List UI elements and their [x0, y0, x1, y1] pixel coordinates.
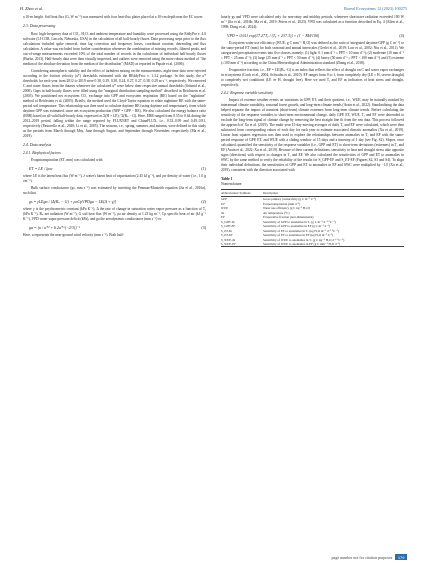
table-title: Table 1	[221, 177, 233, 181]
table-cell-description: Air temperature (°C)	[263, 210, 290, 215]
table-row	[221, 242, 404, 247]
equation-number: (2)	[201, 199, 206, 204]
paragraph: Evapotranspiration (ET, mm) was calculated with	[31, 158, 103, 162]
paragraph: Bulk surface conductance (gs, mm s⁻¹) was estimated by inverting the Penman-Monteith equation (Jia et al., 2016a), such that	[23, 186, 206, 195]
equation-body: ga = (u / u*² + 6.2u*^(−2/3))⁻¹	[29, 225, 80, 230]
journal-link[interactable]: Boreal Ecosystems 12 (2023) 100275	[343, 6, 407, 11]
table-cell-description: Sensitivity of WUE to anomalies in Tₐ (g C kg⁻¹ H₂O d⁻¹ °C⁻¹)	[263, 237, 345, 242]
table-cell-description: Evapotranspiration (mm d⁻¹)	[263, 201, 301, 206]
table-cell-symbol: S_WUE-EF	[221, 242, 263, 247]
footer-note: page number not for citation purposes	[331, 554, 393, 560]
section-heading: 2.3. Data processing	[23, 24, 56, 28]
table-cell-description: Sensitivity of WUE to anomalies in EF (g C mm⁻¹ H₂O d⁻¹)	[263, 242, 404, 247]
equation-number: (1)	[201, 166, 206, 171]
equation-number: (3)	[201, 225, 206, 230]
paragraph: hourly gs and VPD were calculated only for non-rainy and midday periods, whenever shortwave radiation exceeded 100 W m⁻² (Jia et al., 2016b; Ma et al., 2019; Peters et al., 2023). VPD was calculated as a function described in Eq. 4 (Allen et al., 1998; Dong et al., 2024):	[221, 15, 404, 29]
paragraph: Impact of extreme weather events on variations in GPP, ET, and their quotient, i.e., WUE, may be naturally masked by interannual climate variability, seasonal forest growth, and long-term climate trends (Arain et al., 2022). Standardizing the data helped separate the impact of transient (short-term) climate extremes from long-term climate trends. Before calculating the sensitivity of the response variables to short-term environmental change, daily GPP, ET, WUE, Tₐ and EF were detrended to exclude the long-term signal of climate change by removing the best straight line fit from the raw data. This process followed the approach of Xu et al. (2019). The multi-year 15-day moving averages of daily Tₐ and EF were calculated, which were then subtracted from corresponding values of each day for each year to estimate associated climatic anomalies (Xu et al., 2019). Linear least squares regression was then used to explore the relationships between anomalies in Tₐ and EF with the same-period response of GPP, ET, and WUE with a sliding window of 15 days and a timestep of 1 day (see Fig. S2). Slopes, once calculated, quantified the sensitivity of the response variables (i.e., GPP and ET) to short-term deviations (extremes) in Tₐ and EF (Arain et al., 2022; Xu et al., 2019). Because of their current definitions, sensitivity to heat and drought stress take opposite signs (directions) with respect to changes in Tₐ and EF. We also calculated the sensitivities of GPP and ET to anomalies in SWC by the same method to verify the reliability of the results for S_GPP-EF and S_ET-EF (Figures S2, S3 and S4). To align their individual definitions, the sensitivities of GPP and ET to anomalies in EF and SWC were multiplied by −1.0 (Xu et al., 2019), consistent with the direction associated with	[221, 98, 404, 172]
paragraph: Considering atmospheric stability and the effect of turbulent mixing on the measurements, night-time data were rejected according to the friction velocity (u*) thresholds estimated with the REddyProc v. 1.3.2 package. In this study, the u* thresholds for each year from 2012 to 2019 were 0.38, 0.29, 0.30, 0.24, 0.27, 0.27, 0.38, 0.29 m s⁻¹, respectively. We removed C and water fluxes from the dataset whenever the calculated u* were below their respective annual thresholds (Schmid et al., 2000). Gaps in half-hourly fluxes were filled using the "marginal distribution sampling method" described in Reichstein et al. (2005). We partitioned net ecosystem CO₂ exchange into GPP and ecosystem respiration (RE) based on the "nighttime" method of Reichstein et al. (2005). Briefly, the method used the Lloyd-Taylor equation to relate nighttime RE with the same-period soil temperature. This relationship was then used to calculate daytime RE (using daytime soil temperature), from which daytime GPP was estimated, since net ecosystem production (NEP = GPP − RE). We also calculated the energy balance ratio (EBR) based on all valid half-hourly data, expressed as Σ(H + LE) / Σ(Rₙ − G). Here, EBR ranged from 0.55 to 0.64 during the 2012–2019 period, falling within the range reported by FLUXNET and ChinaFLUX, i.e., 0.53–0.99 and 0.49–0.81, respectively (Pastorello et al., 2020; Li et al., 2005). The seasons, i.e., spring, summer, and autumn, were defined in this study as the periods from March through May, June through August, and September through November, respectively (Ma et al., 2019).	[23, 69, 206, 138]
equation-4	[221, 33, 404, 38]
equation-2	[23, 199, 206, 204]
table-cell-symbol: S_GPP-Ta	[221, 219, 235, 224]
table-cell-symbol: WUE	[221, 206, 228, 211]
table-cell-description: Gross primary productivity (g C m⁻² d⁻¹)	[263, 197, 317, 202]
equation-body: ET = LE / λρw	[29, 166, 53, 171]
table-header-row	[221, 190, 404, 197]
table-cell-description: Sensitivity of ET to anomalies in EF (kg H₂O m⁻² d⁻¹)	[263, 233, 334, 238]
table-cell-description: Sensitivity of GPP to anomalies in EF (g C m⁻² d⁻¹)	[263, 224, 330, 229]
table-cell-symbol: Ta	[221, 210, 225, 215]
journal-citation[interactable]	[344, 6, 407, 11]
table-subtitle: Nomenclature.	[221, 182, 243, 186]
paragraph: where LE is the latent heat flux (W m⁻²), λ water's latent heat of vaporization (2.45 kJ g⁻¹), and ρw density of water (i.e., 1.0 g cm⁻³).	[23, 174, 206, 183]
table-cell-symbol: EF	[221, 215, 225, 220]
equation-1	[23, 166, 206, 171]
nomenclature-table-block	[221, 177, 404, 247]
table-cell-symbol: ET	[221, 201, 225, 206]
running-authors: H. Zhao et al.	[20, 6, 44, 11]
table-cell-description: Evaporative fraction (non-dimensional)	[263, 215, 314, 220]
paragraph: Ecosystem water use efficiency (WUE, g C mm⁻¹ H₂O) was defined as the ratio of integrated daytime GPP (g C m⁻²) to the same-period ET (mm) for both seasonal and annual timescales (Gerlei et al., 2019; Law et al., 2002; Niu et al., 2011). We categorized precipitation events into five classes, namely: (1) light: 0.1 mm d⁻¹ ≤ PPT < 10 mm d⁻¹); (2) moderate (10 mm d⁻¹ ≤ PPT < 25 mm d⁻¹); (3) large (25 mm d⁻¹ ≤ PPT < 50 mm d⁻¹); (4) heavy (50 mm d⁻¹ ≤ PPT < 100 mm d⁻¹) and (5) extreme (≥100 mm d⁻¹) according to the China Meteorological Administration standard (Zhang et al., 2018).	[221, 41, 404, 65]
nomenclature-table	[221, 189, 404, 247]
paragraph: where γ is the psychrometric constant (kPa K⁻¹), Δ the rate of change in saturation water vapor pressure as a function of Tₐ (kPa K⁻¹), Rₙ net radiation (W m⁻²), G soil heat flux (W m⁻²), ρa air density at 1.23 kg m⁻³, Cp specific heat of air (kJ g⁻¹ K⁻¹), VPD water vapor pressure deficit (kPa), and ga the aerodynamic conductance (mm s⁻¹) or	[23, 207, 206, 221]
page-footer	[332, 554, 407, 560]
table-cell-description: Water use efficiency (g C kg⁻¹ H₂O)	[263, 206, 310, 211]
table-header-cell: Description	[263, 190, 404, 197]
table-cell-symbol: S_ET-Ta	[221, 228, 232, 233]
table-cell-symbol: S_WUE-Ta	[221, 237, 236, 242]
paragraph: Evaporative fraction, i.e., EF = LE/(Rₙ−G) is an index that reflects the effect of drought on C and water vapor exchanges in ecosystems (Cook et al., 2004; Schwalm et al., 2010). EF ranges from 0 to 1, from completely dry (LE ≈ H, severe drought) to completely wet conditions (LE ≫ H, drought free). Here we used Tₐ and EF as indicators of heat stress and drought, respectively.	[221, 68, 404, 87]
equation-3	[23, 225, 206, 230]
table-cell-description: Sensitivity of ET to anomalies in Tₐ (kg H₂O m⁻² d⁻¹ °C⁻¹)	[263, 228, 339, 233]
table-body	[221, 197, 404, 247]
paragraph: a 10-m height. Soil heat flux (G, W m⁻²) was measured with four heat-flux plates placed at a 10-cm depth near the EC tower.	[23, 15, 204, 19]
equation-body: VPD = 0.611 exp(17.27Tₐ / (Tₐ + 237.3)) × (1 − RH/100)	[227, 33, 320, 38]
equation-body: gs = γLEga / [Δ(Rₙ − G) + ρaCpVPDga − LE(Δ + γ)]	[29, 199, 117, 204]
subsection-heading: 2.4.2. Response variable sensitivity	[221, 91, 274, 95]
table-cell-description: Sensitivity of GPP to anomalies in Tₐ (g C m⁻² d⁻¹ °C⁻¹)	[263, 219, 336, 224]
section-heading: 2.4. Data analysis	[23, 143, 52, 147]
page-number: 179	[395, 554, 407, 560]
subsection-heading: 2.4.1. Biophysical factors	[23, 151, 61, 155]
left-column	[23, 15, 206, 240]
paragraph: Here, u represents the near-ground wind velocity (mm s⁻¹). Both half-	[23, 233, 124, 237]
page-header	[20, 6, 407, 14]
right-column	[221, 15, 404, 247]
table-cell-symbol: GPP	[221, 197, 228, 202]
table-cell-symbol: S_GPP-EF	[221, 224, 236, 229]
paragraph: Raw, high-frequency data of CO₂, H₂O, and ambient temperature and humidity were processed using the EddyPro v. 4.0 software (LI-COR, Lincoln, Nebraska, USA) in the calculation of all half-hourly fluxes. Data processing steps prior to the flux calculations included spike removal, time lag correction and frequency losses, coordinate rotation, detrending and flux calculation. A value was excluded from further consideration whenever the combination of missing records, filtered peaks, and out-of-range measurements exceeded 10% of the total number of records in the calculation of individual half-hourly fluxes (Burba, 2013). Half-hourly data were then visually inspected, and outliers were removed using the more robust method of "the median of the absolute deviation from the median of the distribution" (MAD) as reported in Papale et al. (2006).	[23, 32, 206, 66]
table-cell-symbol: S_ET-EF	[221, 233, 233, 238]
equation-number: (4)	[399, 33, 404, 38]
table-header-cell: Abbreviation/ Symbols	[221, 190, 263, 197]
